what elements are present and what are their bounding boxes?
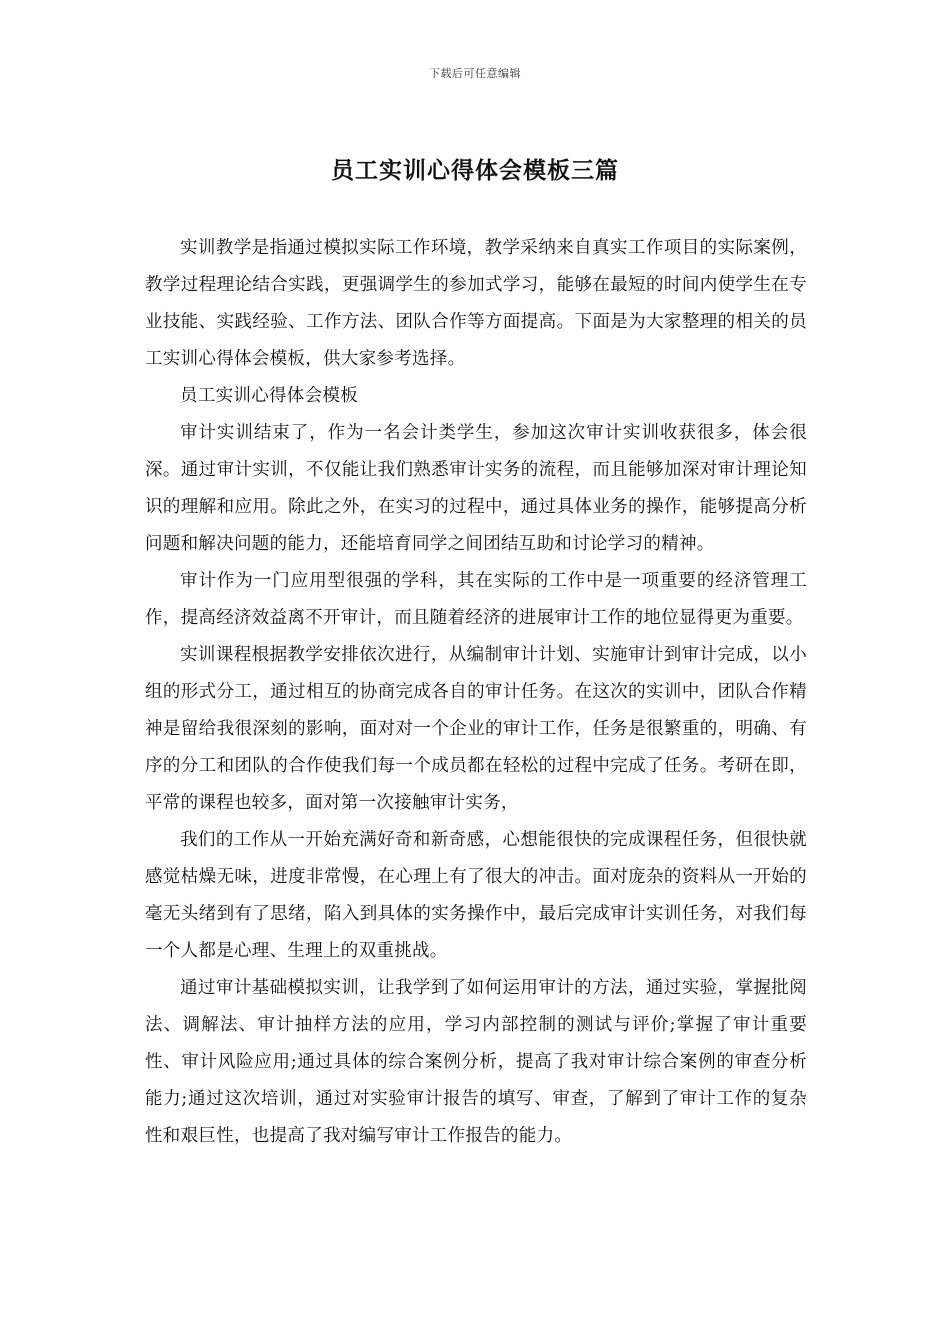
document-title: 员工实训心得体会模板三篇 (331, 157, 619, 184)
paragraph: 审计实训结束了，作为一名会计类学生，参加这次审计实训收获很多，体会很深。通过审计实训，不仅能让我们熟悉审计实务的流程，而且能够加深对审计理论知识的理解和应用。除此之外，在实习的过程中，通过具体业务的操作，能够提高分析问题和解决问题的能力，还能培育同学之间团结互助和讨论学习的精神。 (145, 423, 807, 554)
paragraph-intro: 实训教学是指通过模拟实际工作环境，教学采纳来自真实工作项目的实际案例，教学过程理论结合实践，更强调学生的参加式学习，能够在最短的时间内使学生在专业技能、实践经验、工作方法、团队合作等方面提高。下面是为大家整理的相关的员工实训心得体会模板，供大家参考选择。 (145, 238, 807, 369)
paragraph: 通过审计基础模拟实训，让我学到了如何运用审计的方法，通过实验，掌握批阅法、调解法、审计抽样方法的应用，学习内部控制的测试与评价;掌握了审计重要性、审计风险应用;通过具体的综合案例分析，提高了我对审计综合案例的审查分析能力;通过这次培训，通过对实验审计报告的填写、审查，了解到了审计工作的复杂性和艰巨性，也提高了我对编写审计工作报告的能力。 (145, 978, 807, 1146)
section-heading: 员工实训心得体会模板 (180, 386, 358, 406)
paragraph: 实训课程根据教学安排依次进行，从编制审计计划、实施审计到审计完成，以小组的形式分工，通过相互的协商完成各自的审计任务。在这次的实训中，团队合作精神是留给我很深刻的影响，面对对一个企业的审计工作，任务是很繁重的，明确、有序的分工和团队的合作使我们每一个成员都在轻松的过程中完成了任务。考研在即，平常的课程也较多，面对第一次接触审计实务， (145, 645, 807, 813)
header-note: 下载后可任意编辑 (429, 67, 521, 80)
paragraph: 审计作为一门应用型很强的学科，其在实际的工作中是一项重要的经济管理工作，提高经济效益离不开审计，而且随着经济的进展审计工作的地位显得更为重要。 (145, 571, 807, 628)
document-body (145, 230, 807, 1155)
paragraph: 我们的工作从一开始充满好奇和新奇感，心想能很快的完成课程任务，但很快就感觉枯燥无味，进度非常慢，在心理上有了很大的冲击。面对庞杂的资料从一开始的毫无头绪到有了思绪，陷入到具体的实务操作中，最后完成审计实训任务，对我们每一个人都是心理、生理上的双重挑战。 (145, 830, 807, 961)
